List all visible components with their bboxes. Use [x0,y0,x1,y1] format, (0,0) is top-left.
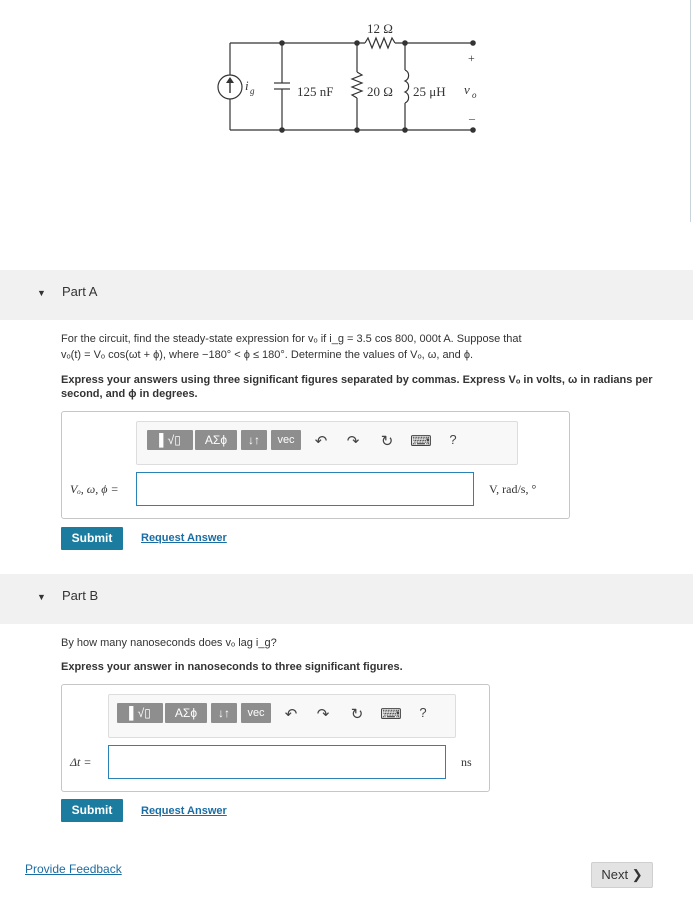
part-a-instruction-line2: second, and ϕ in degrees. [61,388,198,400]
circuit-diagram [200,10,500,135]
part-b-question: By how many nanoseconds does vₒ lag i_g? [61,637,277,649]
undo-icon[interactable]: ↶ [284,706,298,723]
series-resistor-label: 12 Ω [367,21,393,36]
source-subscript: g [250,86,255,96]
part-b-instruction: Express your answer in nanoseconds to three significant figures. [61,661,403,673]
part-a-request-answer-link[interactable]: Request Answer [141,532,227,544]
help-icon[interactable]: ? [449,432,457,447]
part-b-answer-box [61,684,490,792]
part-a-header[interactable] [0,270,693,320]
vout-subscript: o [472,90,477,100]
templates-button[interactable]: ▌√▯ [117,703,163,723]
templates-button[interactable]: ▌√▯ [147,430,193,450]
arrows-button[interactable]: ↓↑ [211,703,237,723]
vout-label: v [464,82,470,97]
source-label: i [245,78,249,93]
part-a-answer-input[interactable] [136,472,474,506]
redo-icon[interactable]: ↷ [316,706,330,723]
greek-button[interactable]: ΑΣϕ [195,430,237,450]
part-b-submit-button[interactable]: Submit [61,799,123,822]
part-a-field-label: Vₒ, ω, ϕ = [70,482,119,496]
part-a-units: V, rad/s, ° [489,482,537,496]
greek-button[interactable]: ΑΣϕ [165,703,207,723]
part-a-question-line1: For the circuit, find the steady-state expression for vₒ if i_g = 3.5 cos 800, 000t A. Suppose that [61,333,522,345]
part-b-units: ns [461,755,472,769]
node [279,40,285,46]
inductor-label: 25 μH [413,84,446,99]
node [354,127,360,133]
plus-sign: + [468,51,475,65]
part-b-field-label: Δt = [70,755,92,769]
part-b-answer-input[interactable] [108,745,446,779]
node [402,40,408,46]
node [402,127,408,133]
collapse-caret-icon[interactable]: ▼ [37,592,46,602]
terminal [470,40,476,46]
reset-icon[interactable]: ↻ [350,706,364,723]
redo-icon[interactable]: ↷ [346,433,360,450]
minus-sign: – [469,111,475,125]
math-toolbar [136,421,518,465]
part-a-question-line2: vₒ(t) = Vₒ cos(ωt + ϕ), where −180° < ϕ ≤ 180°. Determine the values of Vₒ, ω, and ϕ. [61,349,474,361]
keyboard-icon[interactable]: ⌨ [380,706,402,723]
capacitor-label: 125 nF [297,84,334,99]
node [279,127,285,133]
part-a-submit-button[interactable]: Submit [61,527,123,550]
terminal [470,127,476,133]
shunt-resistor-label: 20 Ω [367,84,393,99]
vec-button[interactable]: vec [271,430,301,450]
math-toolbar [108,694,456,738]
part-b-title: Part B [62,588,99,603]
next-button[interactable]: Next ❯ [591,862,653,888]
keyboard-icon[interactable]: ⌨ [410,433,432,450]
provide-feedback-link[interactable]: Provide Feedback [25,862,122,876]
reset-icon[interactable]: ↻ [380,433,394,450]
part-a-answer-box [61,411,570,519]
help-icon[interactable]: ? [419,705,427,720]
node [354,40,360,46]
collapse-caret-icon[interactable]: ▼ [37,288,46,298]
undo-icon[interactable]: ↶ [314,433,328,450]
part-b-request-answer-link[interactable]: Request Answer [141,805,227,817]
page-edge-line [690,0,691,222]
part-b-header[interactable] [0,574,693,624]
part-a-instruction-line1: Express your answers using three significant figures separated by commas. Express Vₒ in volts, ω in radians per [61,374,653,386]
arrows-button[interactable]: ↓↑ [241,430,267,450]
part-a-title: Part A [62,284,98,299]
vec-button[interactable]: vec [241,703,271,723]
